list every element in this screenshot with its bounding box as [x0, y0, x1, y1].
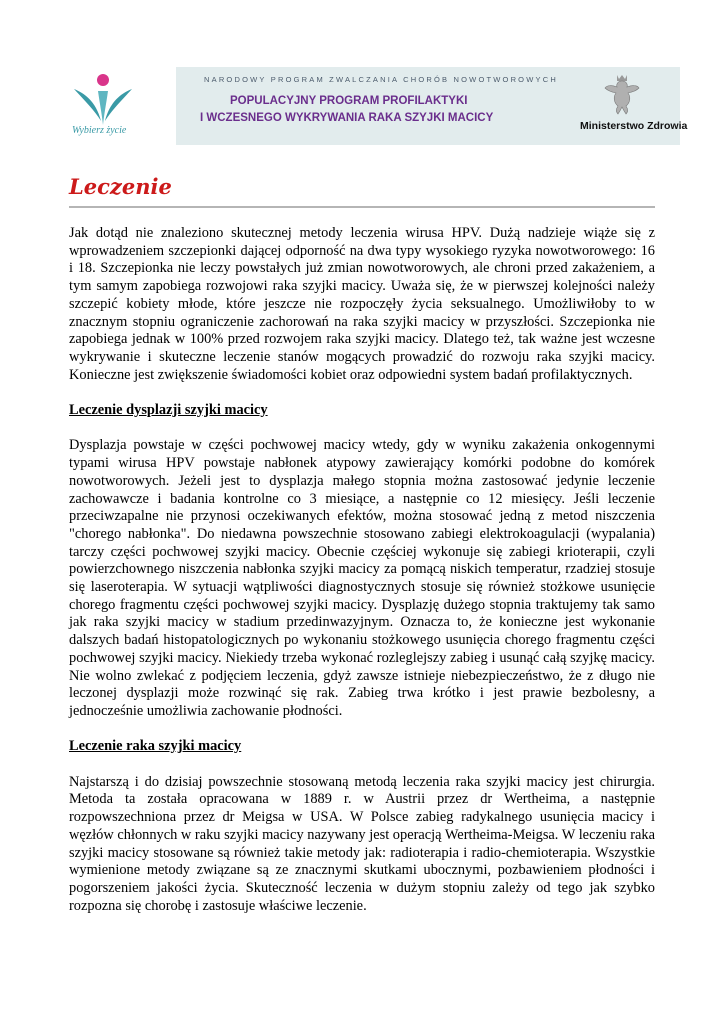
header-banner	[56, 67, 688, 145]
logo-body	[98, 91, 108, 125]
article-body	[69, 225, 655, 915]
dysplasia-paragraph: Dysplazja powstaje w części pochwowej macicy wtedy, gdy w wyniku zakażenia onkogennymi typami wirusa HPV powstaje nabłonek atypowy zawierający komórki podobne do komórek nowotworowych. Jeżeli jest to dysplazja małego stopnia można zastosować jedynie leczenie zachowawcze i badania kontrolne co 3 miesiące, a następnie co 12 miesięcy. Jeśli leczenie przeciwzapalne nie przynosi oczekiwanych efektów, można stosować jedną z metod niszczenia "chorego nabłonka". Do niedawna powszechnie stosowano zabiegi elektrokoagulacji (wypalania) tarczy części pochwowej szyjki macicy. Obecnie częściej wykonuje się zabiegi krioterapii, czyli powierzchownego niszczenia nabłonka szyjki macicy za pomącą niskich temperatur, rzadziej stosuje się laseroterapia. W sytuacji wątpliwości diagnostycznych stosuje się również stożkowe usunięcie chorego fragmentu części pochwowej szyjki macicy. Dysplazję dużego stopnia traktujemy tak samo jak raka szyjki macicy w stadium przedinwazyjnym. Oznacza to, że konieczne jest wykonanie dalszych badań histopatologicznych po wykonaniu stożkowego usunięcia chorego fragmentu części pochwowej szyjki macicy. Niekiedy trzeba wykonać rozleglejszy zabieg i usunąć całą szyjkę macicy. Nie wolno zwlekać z podjęciem leczenia, gdyż zawsze istnieje niebezpieczeństwo, że z długo nie leczonej dysplazji może rozwinąć się rak. Zabieg trwa krótko i jest prawie bezbolesny, a jednocześnie umożliwia zachowanie płodności.	[69, 437, 655, 719]
program-name: NARODOWY PROGRAM ZWALCZANIA CHORÓB NOWOTWOROWYCH	[204, 75, 558, 84]
program-title-line2: I WCZESNEGO WYKRYWANIA RAKA SZYJKI MACICY	[200, 112, 494, 124]
logo-right-wing	[105, 89, 132, 121]
logo-text: Wybierz życie	[72, 125, 127, 136]
page-title: Leczenie	[69, 174, 172, 199]
eagle-crown	[617, 75, 627, 81]
program-title-line1: POPULACYJNY PROGRAM PROFILAKTYKI	[230, 95, 468, 107]
title-divider	[69, 206, 655, 208]
cancer-paragraph: Najstarszą i do dzisiaj powszechnie stosowaną metodą leczenia raka szyjki macicy jest chirurgia. Metoda ta została opracowana w 1889 r. w Austrii przez dr Wertheima, a następnie rozpowszechniona przez dr Meigsa w USA. W Polsce zabieg radykalnego usunięcia macicy i węzłów chłonnych w raku szyjki macicy nazywany jest operacją Wertheima-Meigsa. W leczeniu raka szyjki macicy stosowane są również takie metody jak: radioterapia i radio-chemioterapia. Wszystkie wymienione metody związane są ze znacznymi skutkami ubocznymi, pozbawieniem płodności i pogorszeniem jakości życia. Skuteczność leczenia w dużym stopniu zależy od tego jak szybko rozpozna się chorobę i zastosuje właściwe leczenie.	[69, 773, 655, 914]
program-banner	[176, 67, 688, 145]
logo-head	[97, 74, 109, 86]
section-heading-dysplasia: Leczenie dysplazji szyjki macicy	[69, 402, 268, 419]
polish-eagle-emblem-icon	[604, 73, 640, 115]
intro-paragraph: Jak dotąd nie znaleziono skutecznej metody leczenia wirusa HPV. Dużą nadzieje wiąże się z wprowadzeniem szczepionki dającej odporność na dwa typy wysokiego ryzyka nowotworowego: 16 i 18. Szczepionka nie leczy powstałych już zmian nowotworowych, ale chroni przed zakażeniem, a tym samym zapobiega rozwojowi raka szyjki macicy. Uważa się, że w pierwszej kolejności należy szczepić kobiety młode, które jeszcze nie rozpoczęły życia seksualnego. Umożliwiłoby to w znacznym stopniu ograniczenie zachorowań na raka szyjki macicy w przyszłości. Szczepionka nie zapobiega jednak w 100% przed rozwojem raka szyjki macicy. Dlatego też, tak ważne jest wczesne wykrywanie i skuteczne leczenie stanów mogących prowadzić do rozwoju raka szyjki macicy. Konieczne jest zwiększenie świadomości kobiet oraz odpowiedni system badań profilaktycznych.	[69, 225, 655, 383]
section-heading-cancer: Leczenie raka szyjki macicy	[69, 738, 242, 755]
eagle-body	[605, 81, 639, 114]
logo-left-wing	[74, 89, 101, 121]
ministry-name: Ministerstwo Zdrowia	[580, 120, 688, 132]
